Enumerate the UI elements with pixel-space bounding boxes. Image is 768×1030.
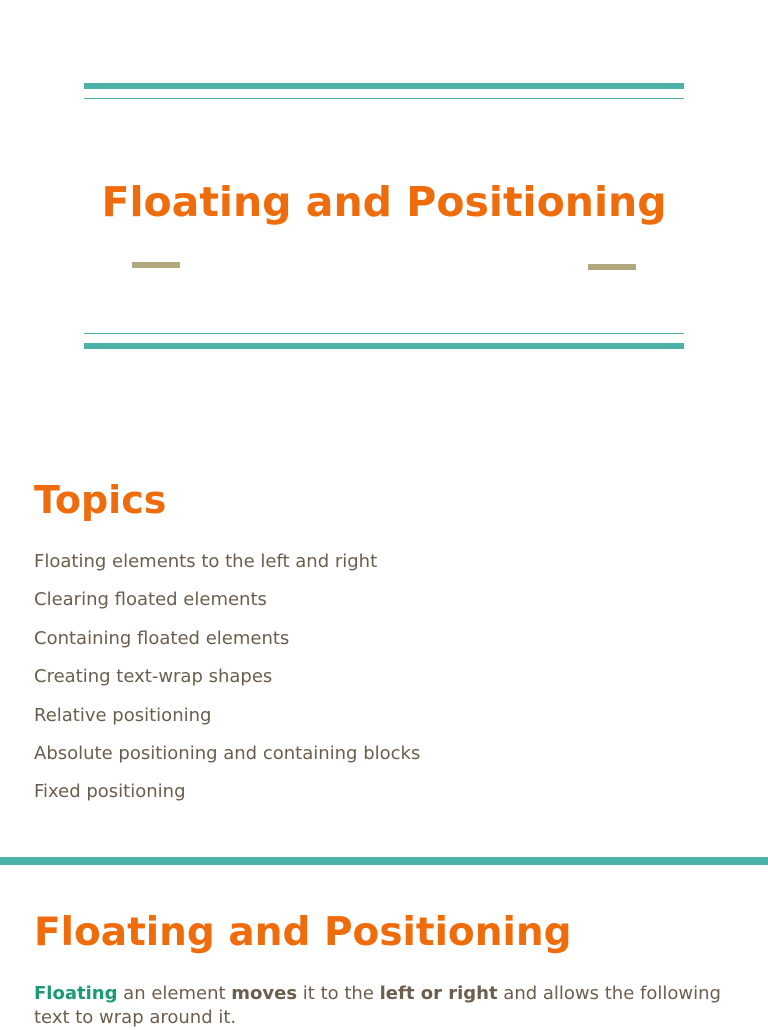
list-item: Absolute positioning and containing blocks: [34, 742, 421, 764]
list-item: Floating elements to the left and right: [34, 551, 378, 572]
text-run: and allows the following text to wrap around it.: [34, 983, 721, 1028]
section-heading: Floating and Positioning: [34, 910, 572, 955]
left-accent-dash: [132, 262, 180, 268]
title-slide: [0, 0, 768, 430]
list-item: Relative positioning: [34, 704, 212, 726]
list-item: Containing floated elements: [34, 627, 290, 649]
list-item: Fixed positioning: [34, 781, 186, 803]
list-item: Clearing floated elements: [34, 589, 267, 611]
bottom-thick-rule: [84, 343, 684, 349]
slide-divider: [0, 857, 768, 865]
term-moves: moves: [231, 983, 298, 1004]
right-accent-dash: [588, 264, 636, 270]
bottom-thin-rule: [84, 333, 684, 334]
top-thick-rule: [84, 83, 684, 89]
text-run: an element: [117, 983, 232, 1004]
list-item: Creating text-wrap shapes: [34, 666, 273, 688]
term-floating: Floating: [34, 983, 118, 1004]
topics-heading: Topics: [34, 478, 167, 522]
text-run: it to the: [297, 983, 380, 1004]
term-left-or-right: left or right: [379, 983, 498, 1004]
slide-title: Floating and Positioning: [101, 178, 667, 226]
topics-list: [34, 545, 420, 814]
top-thin-rule: [84, 98, 684, 99]
body-paragraph: [34, 982, 734, 1030]
